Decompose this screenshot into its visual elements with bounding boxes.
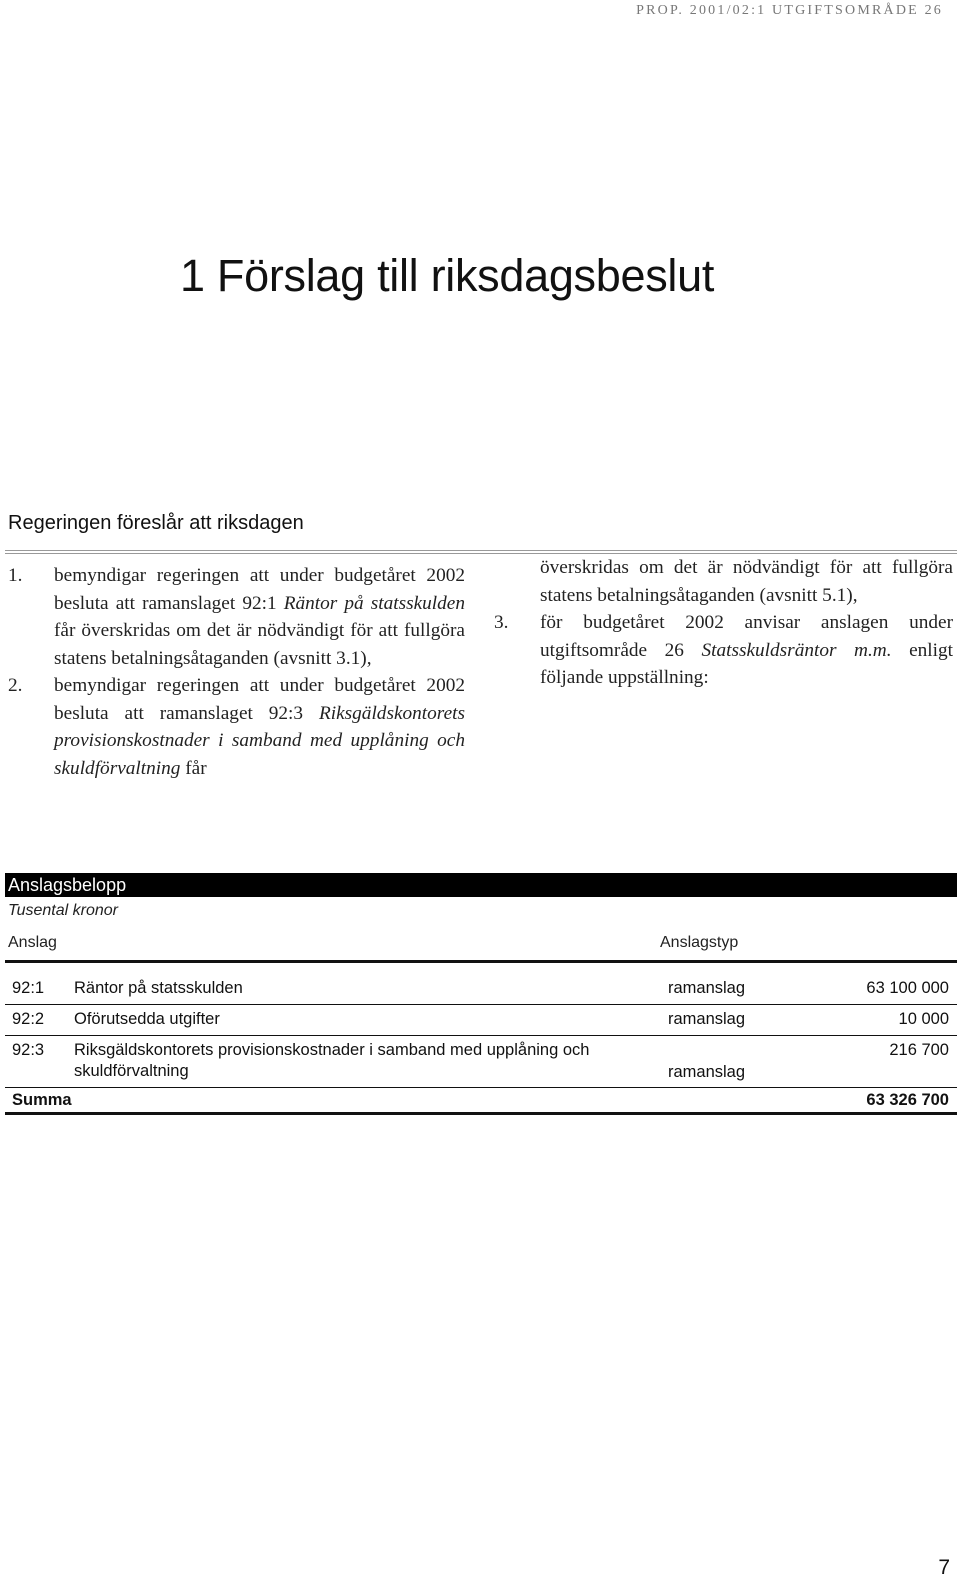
proposal-item-2 <box>8 672 465 782</box>
row-name: Riksgäldskontorets provisionskostnader i samband med upplåning och skuldförvaltning <box>74 1041 590 1080</box>
column-header-anslagstyp: Anslagstyp <box>660 934 739 951</box>
row-amount: 216 700 <box>889 1041 949 1059</box>
sum-label: Summa <box>12 1091 72 1109</box>
chapter-title: 1 Förslag till riksdagsbeslut <box>180 250 715 301</box>
page-number: 7 <box>938 1556 950 1579</box>
item-text: får överskridas om det är nödvändigt för att fullgöra statens betalningsåtaganden (avsnitt 3.1), <box>54 620 465 669</box>
table-title-band <box>5 873 957 897</box>
item-appropriation-area: Statsskuldsräntor m.m. <box>701 639 892 661</box>
header-rule <box>5 960 957 963</box>
row-divider <box>5 1004 957 1005</box>
row-code: 92:1 <box>12 979 45 997</box>
item-appropriation-name: Riksgäldskontorets provisionskostnader i samband med upplåning och skuldförvaltning <box>54 702 465 779</box>
proposal-item-2-continuation: överskridas om det är nödvändigt för att fullgöra statens betalningsåtaganden (avsnitt 5.1), <box>540 557 953 606</box>
table-title: Anslagsbelopp <box>8 875 127 895</box>
item-text: får <box>180 757 207 779</box>
row-code: 92:2 <box>12 1010 45 1028</box>
table-unit: Tusental kronor <box>8 902 118 919</box>
item-number: 3. <box>494 612 509 633</box>
sum-amount: 63 326 700 <box>866 1091 949 1109</box>
item-number: 2. <box>8 675 23 696</box>
table-bottom-rule <box>5 1112 957 1115</box>
item-text: bemyndigar regeringen att under budgetåret 2002 besluta att ramanslaget 92:3 <box>54 675 465 724</box>
row-name: Oförutsedda utgifter <box>74 1010 220 1028</box>
running-head: PROP. 2001/02:1 UTGIFTSOMRÅDE 26 <box>636 3 943 18</box>
row-divider <box>5 1087 957 1088</box>
item-text: för budgetåret 2002 anvisar anslagen under utgiftsområde 26 <box>540 612 953 661</box>
row-type: ramanslag <box>668 1063 746 1081</box>
proposal-item-1 <box>8 562 465 672</box>
item-number: 1. <box>8 565 23 586</box>
row-amount: 63 100 000 <box>866 979 949 997</box>
row-type: ramanslag <box>668 979 746 997</box>
proposal-column-left <box>8 562 465 782</box>
row-code: 92:3 <box>12 1041 45 1059</box>
section-heading: Regeringen föreslår att riksdagen <box>8 512 304 534</box>
column-header-anslag: Anslag <box>8 934 57 951</box>
item-text: enligt följande uppställning: <box>540 639 953 688</box>
item-appropriation-name: Räntor på statsskulden <box>283 592 465 614</box>
row-name: Räntor på statsskulden <box>74 979 243 997</box>
row-divider <box>5 1035 957 1036</box>
proposal-column-right <box>494 554 953 692</box>
row-amount: 10 000 <box>898 1010 949 1028</box>
item-text: bemyndigar regeringen att under budgetåret 2002 besluta att ramanslaget 92:1 <box>54 565 465 614</box>
row-type: ramanslag <box>668 1010 746 1028</box>
proposal-item-3 <box>494 609 953 692</box>
